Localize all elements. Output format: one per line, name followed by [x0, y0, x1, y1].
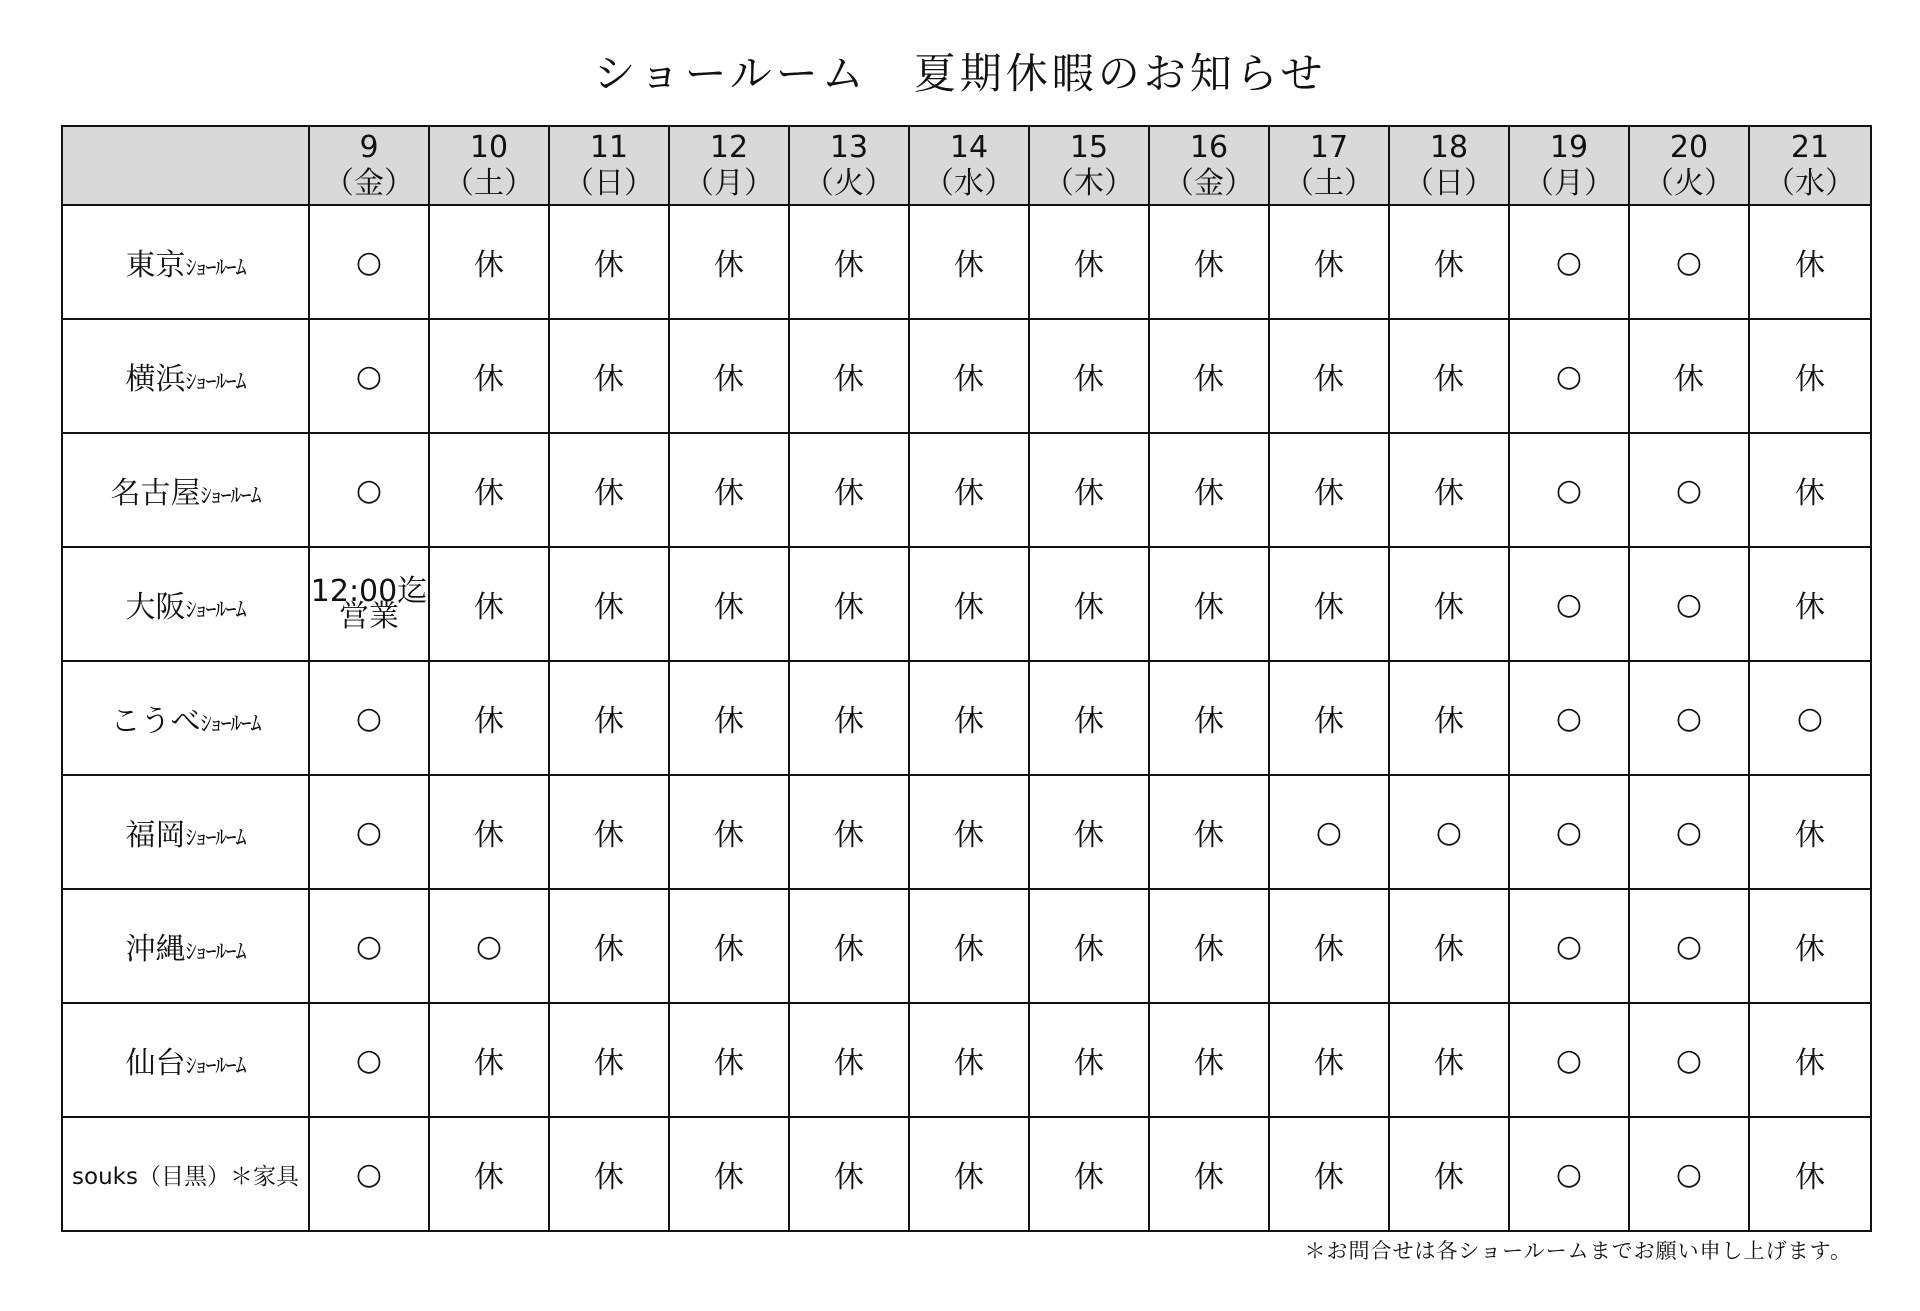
status-cell: 休	[789, 775, 909, 889]
status-cell: 休	[1029, 1117, 1149, 1231]
status-cell: 休	[909, 319, 1029, 433]
weekday-label: （水）	[1765, 165, 1855, 201]
status-cell: 休	[429, 205, 549, 319]
status-cell: 休	[1149, 1117, 1269, 1231]
status-cell: 休	[1749, 889, 1871, 1003]
showroom-name-cell	[62, 661, 309, 775]
status-cell: 休	[1149, 547, 1269, 661]
date-header-cell	[789, 126, 909, 205]
date-header-cell	[429, 126, 549, 205]
showroom-name-cell	[62, 1003, 309, 1117]
status-cell: 休	[1389, 1117, 1509, 1231]
status-cell: 休	[789, 889, 909, 1003]
showroom-name-cell	[62, 547, 309, 661]
status-cell: 休	[549, 319, 669, 433]
status-cell: 休	[789, 1003, 909, 1117]
showroom-name: こうべ	[110, 704, 201, 739]
showroom-name: souks（目黒）＊家具	[72, 1163, 299, 1190]
weekday-label: （月）	[684, 165, 774, 201]
status-cell: 休	[1029, 319, 1149, 433]
showroom-name: 東京	[125, 248, 186, 283]
status-cell: ○	[309, 1003, 429, 1117]
status-cell: 休	[1269, 1117, 1389, 1231]
weekday-label: （土）	[1284, 165, 1374, 201]
status-cell: ○	[1629, 1003, 1749, 1117]
date-number: 13	[829, 129, 869, 165]
showroom-suffix: ｼｮｰﾙｰﾑ	[185, 598, 246, 623]
status-cell: 休	[1149, 889, 1269, 1003]
status-cell: 休	[789, 1117, 909, 1231]
status-cell: 休	[1269, 319, 1389, 433]
header-corner-cell	[62, 126, 309, 205]
status-cell: 休	[429, 319, 549, 433]
status-cell: 休	[1749, 547, 1871, 661]
table-row	[62, 661, 1871, 775]
showroom-suffix: ｼｮｰﾙｰﾑ	[185, 940, 246, 965]
status-cell: 休	[1749, 1003, 1871, 1117]
status-cell: 休	[1029, 889, 1149, 1003]
date-header-cell	[1269, 126, 1389, 205]
status-cell: 休	[1749, 205, 1871, 319]
status-cell: 休	[429, 775, 549, 889]
weekday-label: （火）	[804, 165, 894, 201]
status-cell: 休	[909, 661, 1029, 775]
status-cell: ○	[1629, 775, 1749, 889]
showroom-name-cell	[62, 775, 309, 889]
status-cell: 休	[1029, 433, 1149, 547]
table-body	[62, 205, 1871, 1231]
status-cell: ○	[1629, 1117, 1749, 1231]
status-cell: 休	[1029, 205, 1149, 319]
status-cell: 休	[669, 433, 789, 547]
date-header-cell	[549, 126, 669, 205]
date-header-cell	[1389, 126, 1509, 205]
status-cell: 休	[1389, 889, 1509, 1003]
weekday-label: （日）	[564, 165, 654, 201]
status-cell: 休	[1029, 661, 1149, 775]
status-cell: 休	[669, 319, 789, 433]
table-row	[62, 1117, 1871, 1231]
footnote: ＊お問合せは各ショールームまでお願い申し上げます。	[1304, 1239, 1852, 1263]
showroom-suffix: ｼｮｰﾙｰﾑ	[185, 826, 246, 851]
status-cell: 休	[669, 775, 789, 889]
status-cell: 休	[429, 547, 549, 661]
status-cell: 休	[909, 889, 1029, 1003]
status-cell: 休	[909, 205, 1029, 319]
status-cell: ○	[309, 775, 429, 889]
status-cell: ○	[1509, 775, 1629, 889]
status-cell: 休	[1269, 205, 1389, 319]
status-cell: ○	[429, 889, 549, 1003]
status-cell: 休	[789, 319, 909, 433]
date-number: 19	[1549, 129, 1589, 165]
status-cell: 休	[1149, 1003, 1269, 1117]
date-number: 18	[1429, 129, 1469, 165]
status-cell: 休	[789, 547, 909, 661]
date-number: 21	[1790, 129, 1830, 165]
status-cell: 休	[1269, 433, 1389, 547]
status-cell: 休	[789, 433, 909, 547]
status-cell: 休	[909, 433, 1029, 547]
status-cell: ○	[309, 433, 429, 547]
showroom-name-cell	[62, 889, 309, 1003]
status-cell: ○	[1629, 547, 1749, 661]
status-cell: ○	[1509, 1117, 1629, 1231]
date-header-cell	[1749, 126, 1871, 205]
status-cell: ○	[1509, 205, 1629, 319]
weekday-label: （金）	[324, 165, 414, 201]
status-cell: 休	[1389, 1003, 1509, 1117]
status-cell: 休	[429, 661, 549, 775]
status-cell: ○	[1749, 661, 1871, 775]
table-row	[62, 433, 1871, 547]
status-cell: ○	[1509, 319, 1629, 433]
status-cell: ○	[1509, 547, 1629, 661]
status-cell: 休	[549, 1117, 669, 1231]
date-number: 12	[709, 129, 749, 165]
showroom-name-cell	[62, 205, 309, 319]
showroom-name-cell	[62, 1117, 309, 1231]
date-number: 16	[1189, 129, 1229, 165]
showroom-name-cell	[62, 433, 309, 547]
status-cell: 休	[1389, 433, 1509, 547]
showroom-suffix: ｼｮｰﾙｰﾑ	[185, 370, 246, 395]
status-cell: ○	[1269, 775, 1389, 889]
status-cell: ○	[1389, 775, 1509, 889]
status-cell: 休	[1269, 661, 1389, 775]
showroom-suffix: ｼｮｰﾙｰﾑ	[185, 1054, 246, 1079]
status-cell: 休	[669, 661, 789, 775]
showroom-name: 仙台	[125, 1046, 186, 1081]
status-cell: 休	[549, 1003, 669, 1117]
status-note-line: 営業	[339, 599, 399, 634]
page-title: ショールーム 夏期休暇のお知らせ	[593, 49, 1327, 98]
status-cell: ○	[309, 661, 429, 775]
status-cell: 休	[1389, 319, 1509, 433]
status-cell: 休	[1389, 547, 1509, 661]
status-cell: 休	[429, 1003, 549, 1117]
status-cell: 休	[669, 1003, 789, 1117]
status-cell: 休	[1749, 775, 1871, 889]
weekday-label: （日）	[1404, 165, 1494, 201]
date-number: 10	[469, 129, 509, 165]
status-cell: 休	[429, 433, 549, 547]
status-cell: 休	[1149, 319, 1269, 433]
status-cell: 休	[1389, 661, 1509, 775]
showroom-name: 福岡	[125, 818, 186, 853]
status-cell: 休	[429, 1117, 549, 1231]
date-header-cell	[1029, 126, 1149, 205]
date-number: 14	[949, 129, 989, 165]
date-header-cell	[1629, 126, 1749, 205]
date-header-cell	[309, 126, 429, 205]
status-cell: ○	[309, 1117, 429, 1231]
status-cell: ○	[1629, 661, 1749, 775]
showroom-name: 名古屋	[110, 476, 201, 511]
status-cell: 休	[1749, 1117, 1871, 1231]
date-number: 20	[1669, 129, 1709, 165]
status-cell: 休	[549, 889, 669, 1003]
table-row	[62, 319, 1871, 433]
status-cell: 休	[1149, 661, 1269, 775]
status-cell: 休	[1269, 1003, 1389, 1117]
date-number: 17	[1309, 129, 1349, 165]
status-note-line: 12:00迄	[310, 574, 428, 609]
status-cell: 休	[1269, 547, 1389, 661]
status-cell: 休	[549, 775, 669, 889]
status-cell: ○	[1509, 433, 1629, 547]
status-cell: 休	[669, 205, 789, 319]
status-cell: 休	[1269, 889, 1389, 1003]
weekday-label: （土）	[444, 165, 534, 201]
status-cell: 休	[1149, 775, 1269, 889]
table-row	[62, 889, 1871, 1003]
status-cell: 休	[909, 547, 1029, 661]
status-cell: 休	[549, 433, 669, 547]
status-cell: 休	[909, 1117, 1029, 1231]
status-cell: 休	[1629, 319, 1749, 433]
showroom-suffix: ｼｮｰﾙｰﾑ	[200, 484, 261, 509]
status-cell: 休	[669, 889, 789, 1003]
status-cell: 休	[1389, 205, 1509, 319]
status-cell: 休	[1149, 433, 1269, 547]
showroom-name: 大阪	[125, 590, 186, 625]
date-number: 15	[1069, 129, 1109, 165]
status-cell: ○	[1629, 205, 1749, 319]
holiday-schedule-table	[61, 125, 1872, 1232]
weekday-label: （火）	[1644, 165, 1734, 201]
status-cell: ○	[309, 889, 429, 1003]
table-row	[62, 1003, 1871, 1117]
status-cell: 休	[909, 1003, 1029, 1117]
status-cell: 休	[1149, 205, 1269, 319]
date-number: 11	[589, 129, 629, 165]
status-cell: 休	[789, 205, 909, 319]
status-cell: ○	[1509, 1003, 1629, 1117]
showroom-name: 沖縄	[125, 932, 186, 967]
date-header-cell	[1509, 126, 1629, 205]
status-cell: ○	[309, 205, 429, 319]
status-cell: ○	[1509, 661, 1629, 775]
weekday-label: （木）	[1044, 165, 1134, 201]
showroom-suffix: ｼｮｰﾙｰﾑ	[185, 256, 246, 281]
status-cell: 休	[669, 1117, 789, 1231]
status-cell: 休	[549, 661, 669, 775]
status-cell: ○	[1509, 889, 1629, 1003]
status-cell: 休	[1749, 433, 1871, 547]
weekday-label: （水）	[924, 165, 1014, 201]
weekday-label: （月）	[1524, 165, 1614, 201]
table-row	[62, 205, 1871, 319]
showroom-suffix: ｼｮｰﾙｰﾑ	[200, 712, 261, 737]
table-row	[62, 775, 1871, 889]
status-cell: 休	[789, 661, 909, 775]
status-cell: 休	[909, 775, 1029, 889]
date-header-cell	[909, 126, 1029, 205]
status-cell: 休	[1029, 775, 1149, 889]
table-row	[62, 547, 1871, 661]
status-note-cell	[309, 547, 429, 661]
status-cell: 休	[1029, 1003, 1149, 1117]
status-cell: ○	[1629, 433, 1749, 547]
status-cell: 休	[549, 205, 669, 319]
weekday-label: （金）	[1164, 165, 1254, 201]
showroom-name: 横浜	[125, 362, 186, 397]
status-cell: ○	[1629, 889, 1749, 1003]
status-cell: 休	[1029, 547, 1149, 661]
date-header-cell	[669, 126, 789, 205]
status-cell: 休	[549, 547, 669, 661]
status-cell: ○	[309, 319, 429, 433]
status-cell: 休	[1749, 319, 1871, 433]
date-header-cell	[1149, 126, 1269, 205]
showroom-name-cell	[62, 319, 309, 433]
date-number: 9	[359, 129, 379, 165]
status-cell: 休	[669, 547, 789, 661]
header-row	[62, 126, 1871, 205]
